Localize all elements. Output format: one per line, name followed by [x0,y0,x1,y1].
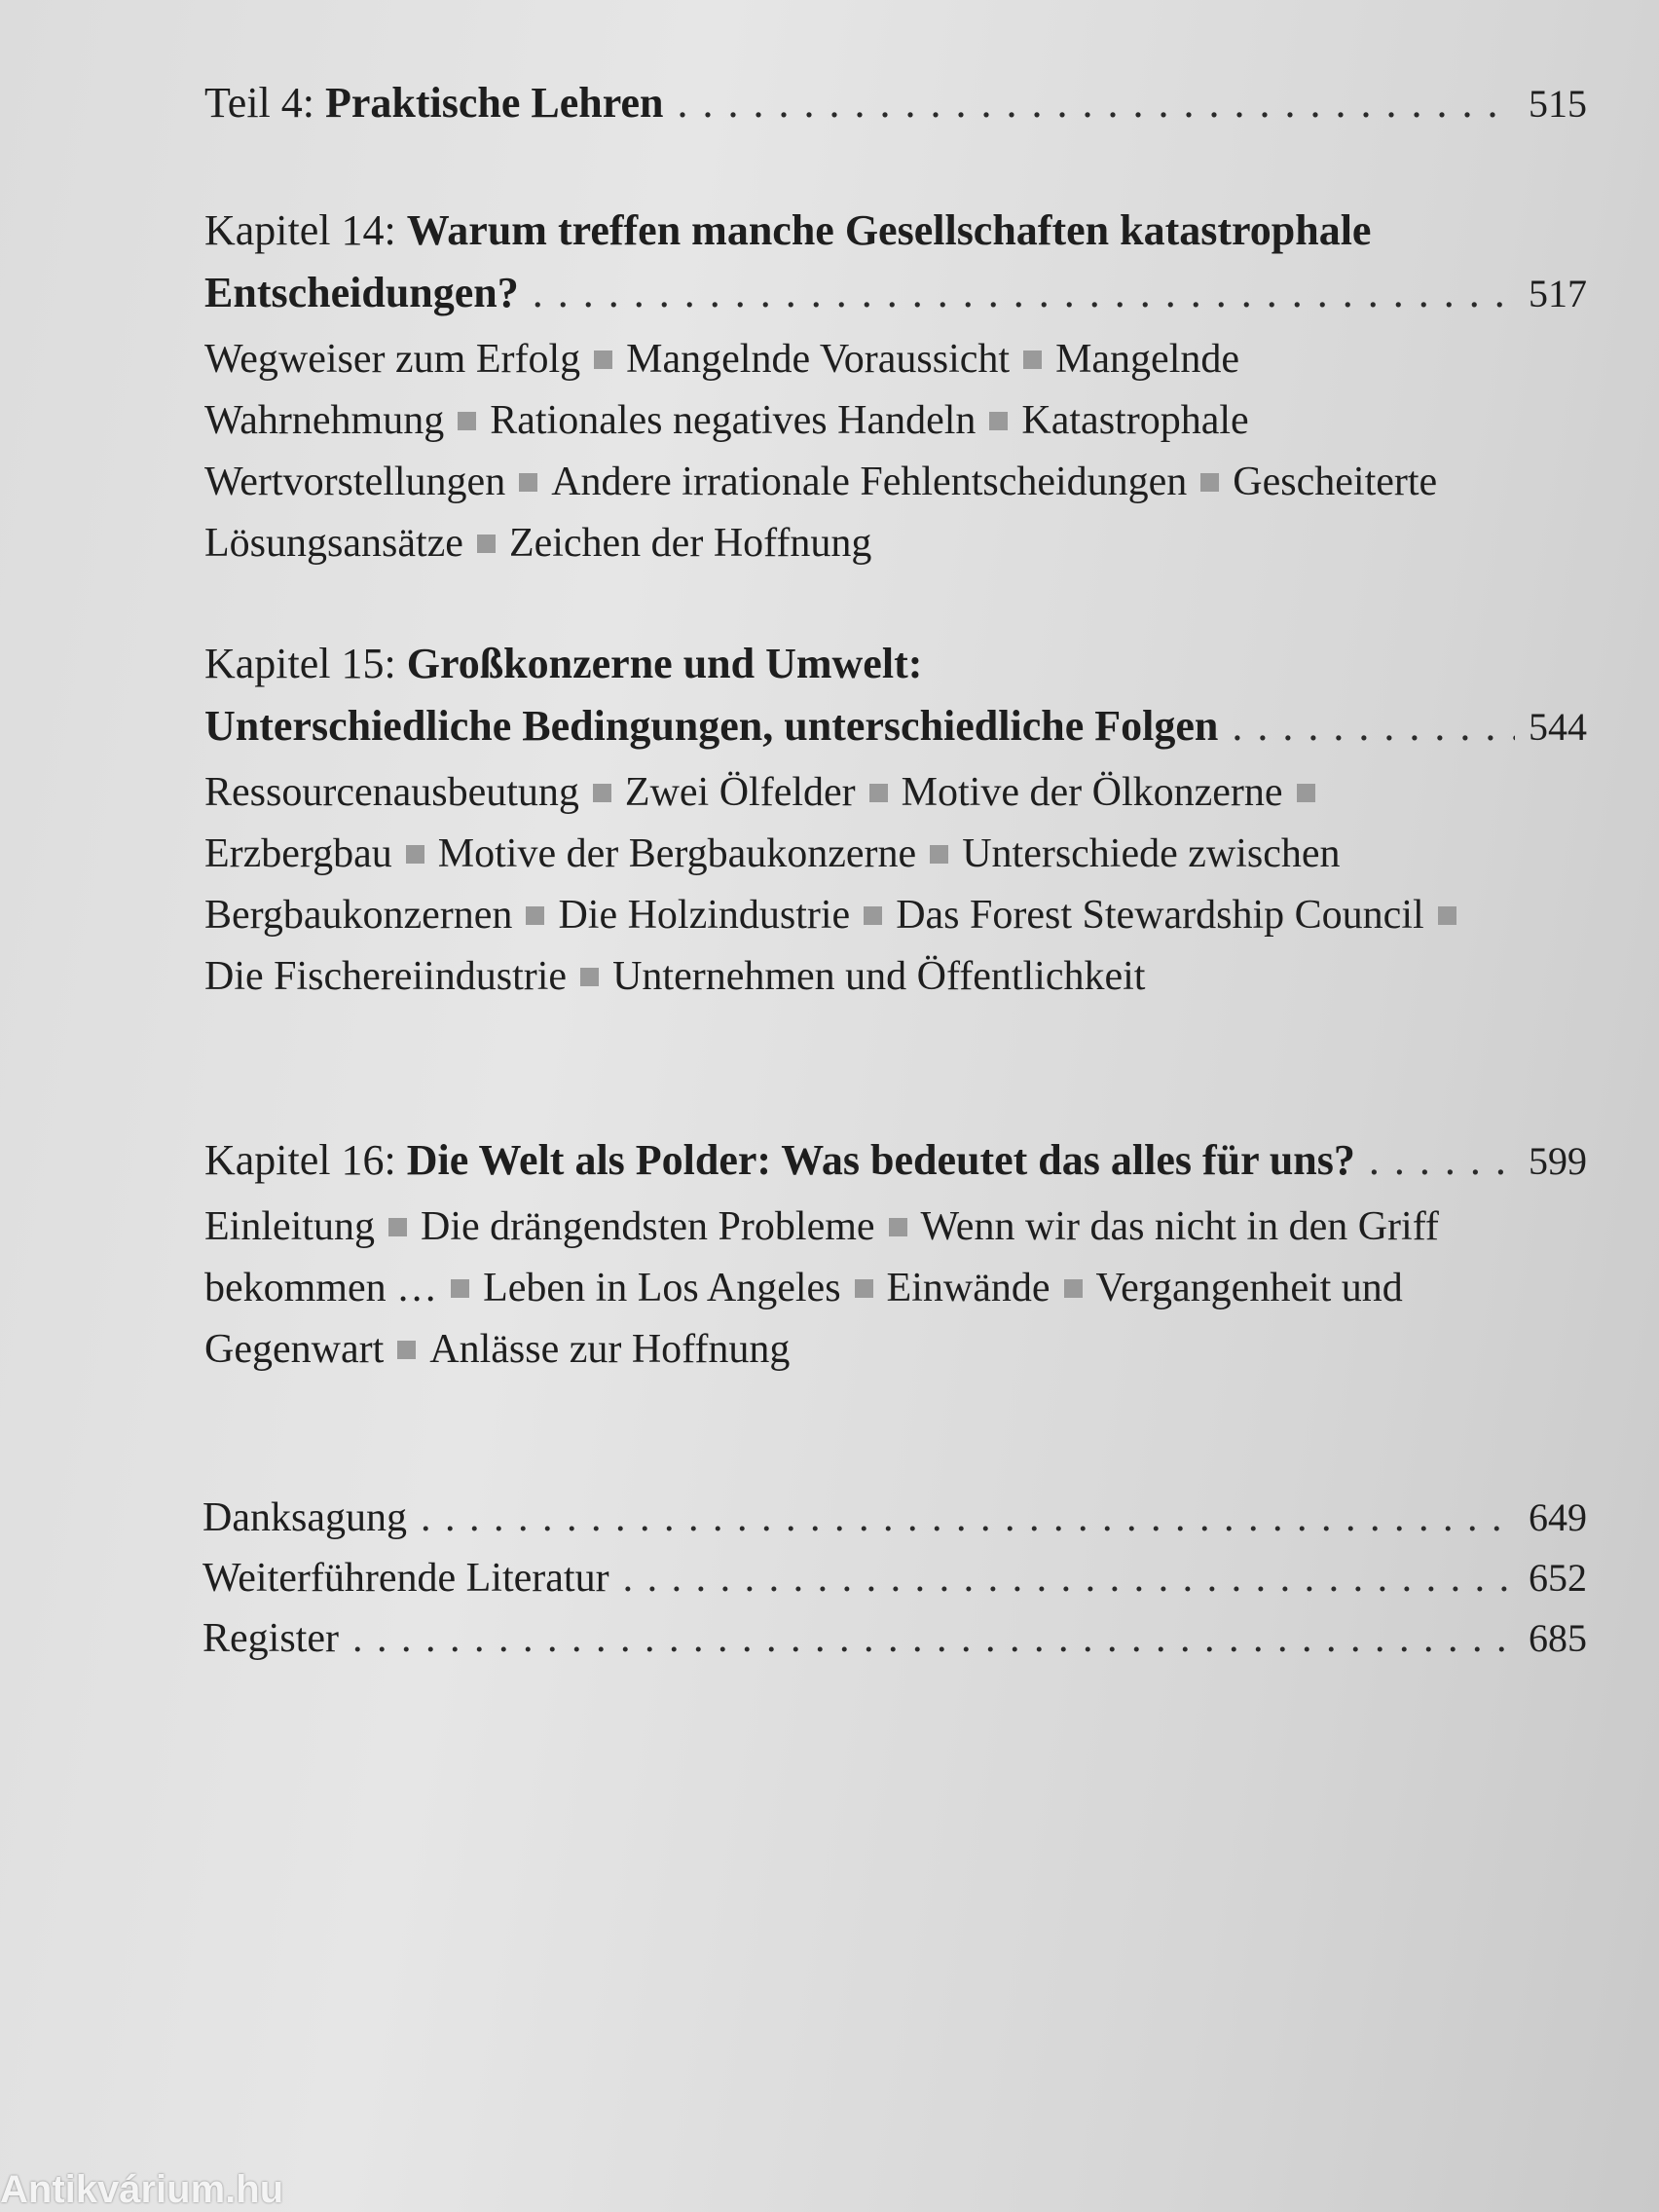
dot-leader [352,1615,1515,1662]
topic-list [204,329,1470,574]
dot-leader [421,1494,1515,1541]
square-bullet-icon [526,906,544,925]
square-bullet-icon [864,906,882,925]
chapter-title: Warum treffen manche Gesellschaften katastrophale [406,206,1372,254]
entry-label: Danksagung [203,1495,407,1540]
square-bullet-icon [406,845,424,864]
square-bullet-icon [594,350,612,369]
chapter-prefix: Kapitel 15: [204,640,396,687]
topic: Gescheiterte Lösungsansätze [204,460,1438,566]
topic: Mangelnde Voraussicht [626,337,1011,382]
entry-label: Register [203,1616,339,1661]
dot-leader [533,262,1515,324]
page-number: 544 [1529,705,1587,749]
part-prefix: Teil 4: [204,79,315,127]
topic: Zeichen der Hoffnung [508,521,872,566]
topic: Die drängendsten Probleme [420,1204,875,1249]
square-bullet-icon [1297,784,1315,802]
topic: Rationales negatives Handeln [490,398,977,443]
page-number: 649 [1529,1495,1587,1539]
topic: Unterschiede zwischen Bergbaukonzernen [204,831,1341,938]
square-bullet-icon [397,1341,416,1359]
square-bullet-icon [388,1218,407,1236]
topic: Vergangenheit und Gegenwart [204,1266,1403,1372]
topic: Mangelnde Wahrnehmung [204,337,1240,443]
topic: Die Holzindustrie [558,893,851,938]
entry-label: Weiterführende Literatur [203,1556,609,1601]
chapter-heading-line-2 [204,695,1587,758]
topic: Andere irrationale Fehlentscheidungen [551,460,1188,504]
topic: Motive der Ölkonzerne [901,770,1283,815]
topic: Die Fischereiindustrie [204,954,568,999]
chapter-16 [204,1129,1587,1381]
topic: Das Forest Stewardship Council [896,893,1424,938]
toc-entry-register [203,1615,1587,1676]
square-bullet-icon [580,968,599,986]
dot-leader [1232,695,1515,757]
end-matter [203,1494,1587,1676]
chapter-prefix: Kapitel 16: [204,1136,396,1184]
square-bullet-icon [855,1279,873,1298]
topic: Leben in Los Angeles [483,1266,841,1310]
chapter-15 [204,633,1587,1008]
chapter-title-cont: Entscheidungen? [204,269,519,316]
topic: Einwände [886,1266,1051,1310]
topic-list [204,762,1470,1008]
topic: Wegweiser zum Erfolg [204,337,581,382]
page-number: 517 [1529,272,1587,315]
page-number: 652 [1529,1556,1587,1600]
square-bullet-icon [1023,350,1042,369]
square-bullet-icon [1200,473,1219,492]
square-bullet-icon [989,412,1008,430]
dot-leader [678,78,1515,128]
watermark: Antikvárium.hu [0,2168,284,2211]
square-bullet-icon [519,473,537,492]
toc-entry-danksagung [203,1494,1587,1555]
page-number: 685 [1529,1616,1587,1660]
chapter-14 [204,200,1587,574]
topic: Erzbergbau [204,831,392,876]
square-bullet-icon [1438,906,1456,925]
topic: Einleitung [204,1204,375,1249]
topic: Katastrophale Wertvorstellungen [204,398,1249,504]
square-bullet-icon [1064,1279,1083,1298]
topic: Unternehmen und Öffentlichkeit [612,954,1146,999]
chapter-heading-line-2 [204,262,1587,325]
topic: Anlässe zur Hoffnung [429,1327,791,1372]
topic-list [204,1197,1470,1381]
page-number: 515 [1529,82,1587,126]
topic: Ressourcenausbeutung [204,770,579,815]
page-number: 599 [1529,1139,1587,1183]
square-bullet-icon [869,784,888,802]
toc-entry-literatur [203,1555,1587,1615]
square-bullet-icon [477,535,496,553]
dot-leader [1369,1129,1515,1192]
chapter-title-cont: Unterschiedliche Bedingungen, unterschiedliche Folgen [204,702,1219,750]
part-title: Praktische Lehren [325,79,664,127]
chapter-heading [204,200,1587,262]
chapter-title: Die Welt als Polder: Was bedeutet das alles für uns? [406,1136,1355,1184]
topic: Wenn wir das nicht in den Griff bekommen … [204,1204,1439,1310]
chapter-heading [204,1129,1587,1193]
square-bullet-icon [593,784,611,802]
square-bullet-icon [451,1279,469,1298]
topic: Motive der Bergbaukonzerne [437,831,917,876]
chapter-heading [204,633,1587,695]
square-bullet-icon [930,845,948,864]
toc-part-4 [204,78,1587,128]
dot-leader [623,1555,1515,1602]
chapter-title: Großkonzerne und Umwelt: [406,640,923,687]
chapter-prefix: Kapitel 14: [204,206,396,254]
topic: Zwei Ölfelder [624,770,856,815]
square-bullet-icon [458,412,476,430]
square-bullet-icon [889,1218,907,1236]
